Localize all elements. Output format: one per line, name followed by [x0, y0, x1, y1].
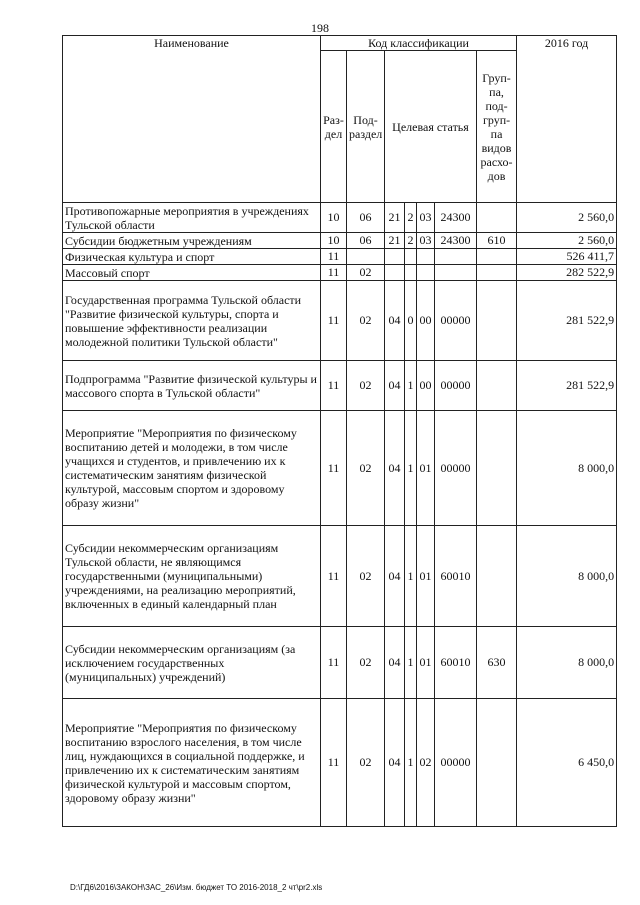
header-name: Наименование [63, 36, 321, 203]
header-year: 2016 год [517, 36, 617, 203]
table-row [63, 233, 617, 249]
row-target-direction: 00000 [435, 699, 477, 827]
header-podrazdel: Под- раздел [347, 51, 385, 203]
row-target-event: 01 [417, 526, 435, 627]
row-target-subprogram: 2 [405, 203, 417, 233]
row-target-event: 02 [417, 699, 435, 827]
row-razdel: 11 [321, 281, 347, 361]
row-value: 2 560,0 [517, 203, 617, 233]
row-name: Субсидии некоммерческим организациям (за исключением государственных (муниципальных) учреждений) [63, 627, 321, 699]
row-target-event: 00 [417, 361, 435, 411]
row-target-program: 04 [385, 281, 405, 361]
row-value: 2 560,0 [517, 233, 617, 249]
row-value: 282 522,9 [517, 265, 617, 281]
header-group: Груп- па, под- груп- па видов расхо- дов [477, 51, 517, 203]
row-target-event: 00 [417, 281, 435, 361]
row-target-event [417, 265, 435, 281]
row-value: 8 000,0 [517, 627, 617, 699]
row-target-direction: 00000 [435, 281, 477, 361]
page-number: 198 [311, 21, 329, 35]
row-value: 8 000,0 [517, 411, 617, 526]
row-target-direction [435, 265, 477, 281]
row-razdel: 11 [321, 265, 347, 281]
row-razdel: 11 [321, 699, 347, 827]
row-podrazdel: 02 [347, 281, 385, 361]
row-value: 281 522,9 [517, 361, 617, 411]
row-target-program [385, 249, 405, 265]
table-row [63, 699, 617, 827]
table-row [63, 249, 617, 265]
row-name: Субсидии бюджетным учреждениям [63, 233, 321, 249]
row-target-event: 01 [417, 411, 435, 526]
file-path-footer: D:\ГД6\2016\ЗАКОН\ЗАС_26\Изм. бюджет ТО 2016-2018_2 чт\pr2.xls [70, 883, 323, 892]
row-target-event: 03 [417, 203, 435, 233]
row-target-program: 04 [385, 411, 405, 526]
table-row [63, 203, 617, 233]
row-name: Государственная программа Тульской области "Развитие физической культуры, спорта и повышение эффективности реализации молодежной политики Тульской области" [63, 281, 321, 361]
row-target-program: 04 [385, 627, 405, 699]
row-group: 610 [477, 233, 517, 249]
row-group [477, 526, 517, 627]
row-group [477, 281, 517, 361]
row-podrazdel: 06 [347, 203, 385, 233]
row-target-event: 03 [417, 233, 435, 249]
row-target-subprogram: 1 [405, 411, 417, 526]
row-value: 526 411,7 [517, 249, 617, 265]
row-target-event [417, 249, 435, 265]
row-target-subprogram: 1 [405, 361, 417, 411]
row-target-program: 04 [385, 526, 405, 627]
row-razdel: 10 [321, 233, 347, 249]
header-target: Целевая статья [385, 51, 477, 203]
row-group [477, 699, 517, 827]
row-name: Массовый спорт [63, 265, 321, 281]
row-razdel: 11 [321, 411, 347, 526]
row-podrazdel: 02 [347, 265, 385, 281]
row-target-program [385, 265, 405, 281]
header-code-classification: Код классификации [321, 36, 517, 51]
row-group [477, 249, 517, 265]
row-group [477, 411, 517, 526]
row-group [477, 265, 517, 281]
row-razdel: 11 [321, 361, 347, 411]
row-name: Подпрограмма "Развитие физической культуры и массового спорта в Тульской области" [63, 361, 321, 411]
row-razdel: 11 [321, 526, 347, 627]
row-target-direction: 24300 [435, 203, 477, 233]
row-podrazdel: 02 [347, 699, 385, 827]
row-podrazdel: 02 [347, 361, 385, 411]
row-name: Мероприятие "Мероприятия по физическому воспитанию детей и молодежи, в том числе учащихся и студентов, и привлечению их к систематическим занятиям физической культурой, массовым спортом и здоровому образу жизни" [63, 411, 321, 526]
row-target-subprogram [405, 265, 417, 281]
row-podrazdel: 02 [347, 627, 385, 699]
row-value: 281 522,9 [517, 281, 617, 361]
table-row [63, 281, 617, 361]
row-target-subprogram: 1 [405, 699, 417, 827]
row-name: Противопожарные мероприятия в учреждениях Тульской области [63, 203, 321, 233]
table-row [63, 411, 617, 526]
row-name: Субсидии некоммерческим организациям Тульской области, не являющимся государственными (муниципальными) учреждениями, на реализацию мероприятий, включенных в единый календарный план [63, 526, 321, 627]
row-group [477, 361, 517, 411]
row-target-program: 04 [385, 699, 405, 827]
row-value: 6 450,0 [517, 699, 617, 827]
row-target-event: 01 [417, 627, 435, 699]
row-target-program: 21 [385, 233, 405, 249]
row-target-direction: 00000 [435, 361, 477, 411]
row-target-direction [435, 249, 477, 265]
row-podrazdel: 02 [347, 411, 385, 526]
table-row [63, 265, 617, 281]
row-razdel: 11 [321, 627, 347, 699]
table-row [63, 526, 617, 627]
row-target-subprogram: 1 [405, 627, 417, 699]
table-row [63, 627, 617, 699]
header-razdel: Раз- дел [321, 51, 347, 203]
row-target-program: 04 [385, 361, 405, 411]
row-value: 8 000,0 [517, 526, 617, 627]
row-target-direction: 60010 [435, 526, 477, 627]
row-name: Мероприятие "Мероприятия по физическому воспитанию взрослого населения, в том числе лиц, нуждающихся в социальной поддержке, и привлечению их к систематическим занятиям физической культурой и массовым спортом, здоровому образу жизни" [63, 699, 321, 827]
row-target-subprogram [405, 249, 417, 265]
budget-table [62, 35, 617, 827]
row-podrazdel: 06 [347, 233, 385, 249]
row-razdel: 11 [321, 249, 347, 265]
row-target-subprogram: 0 [405, 281, 417, 361]
table-row [63, 361, 617, 411]
row-target-direction: 60010 [435, 627, 477, 699]
row-target-direction: 00000 [435, 411, 477, 526]
row-target-subprogram: 1 [405, 526, 417, 627]
row-razdel: 10 [321, 203, 347, 233]
row-group: 630 [477, 627, 517, 699]
row-group [477, 203, 517, 233]
row-podrazdel [347, 249, 385, 265]
row-name: Физическая культура и спорт [63, 249, 321, 265]
row-target-subprogram: 2 [405, 233, 417, 249]
row-target-direction: 24300 [435, 233, 477, 249]
row-podrazdel: 02 [347, 526, 385, 627]
row-target-program: 21 [385, 203, 405, 233]
